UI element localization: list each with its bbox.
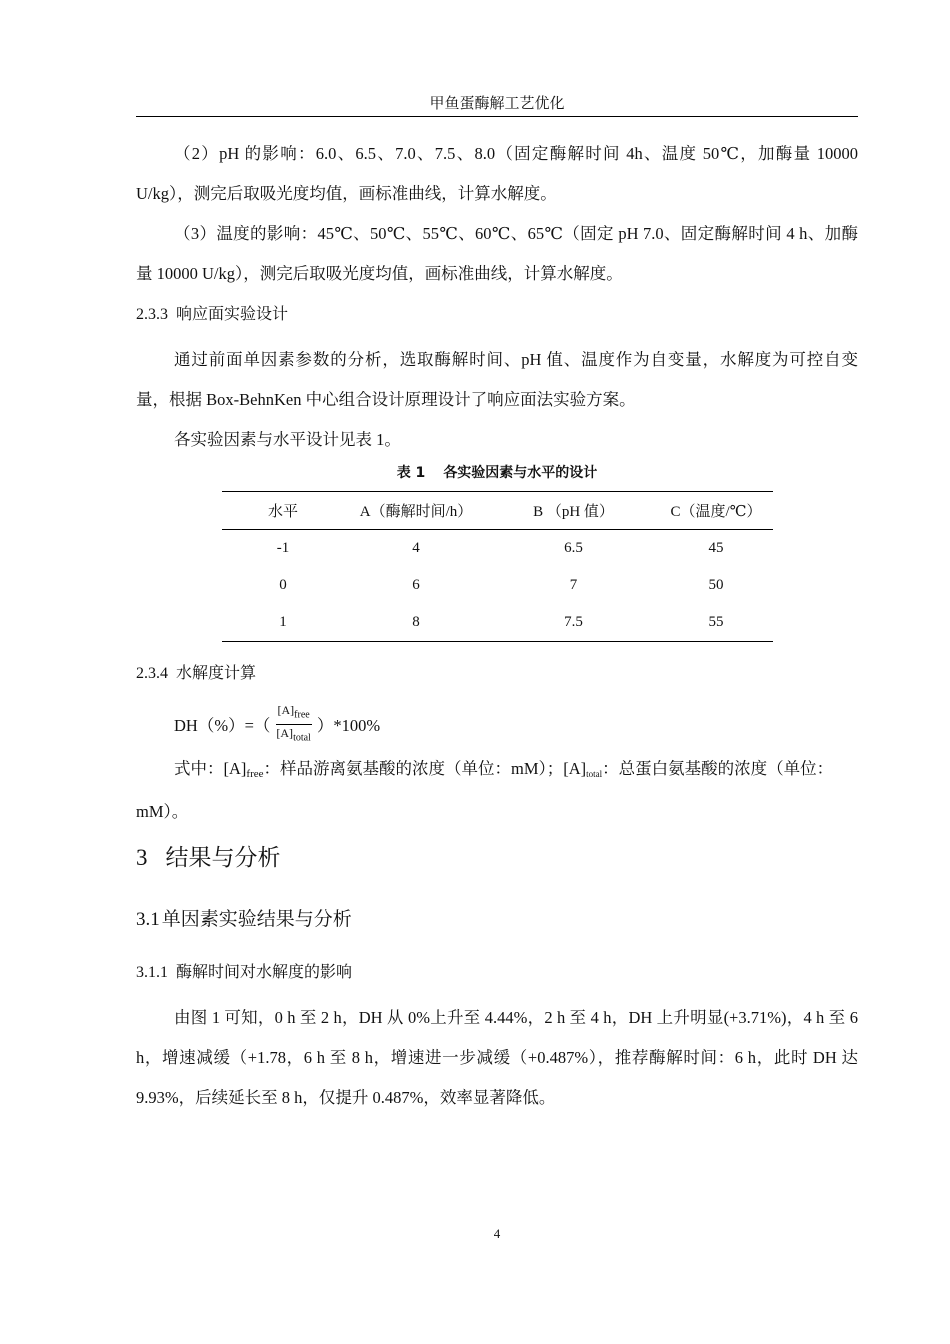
a-free-description: ：样品游离氨基酸的浓度（单位：mM）；	[263, 759, 564, 778]
a-free-symbol: [A]	[223, 759, 247, 778]
table-cell: 4	[412, 540, 420, 556]
table-cell: 8	[412, 614, 420, 630]
heading-3-1-1	[136, 960, 352, 985]
table-cell: 55	[708, 614, 724, 630]
table-cell: 50	[708, 577, 724, 593]
hydrolysis-time-block	[136, 998, 858, 1118]
table-cell: 1	[279, 614, 287, 630]
a-total-description: ：总蛋白氨基酸的浓度（单位：mM）。	[136, 759, 834, 821]
table-cell: -1	[276, 540, 290, 556]
temperature-effect-paragraph: （3）温度的影响：45℃、50℃、55℃、60℃、65℃（固定 pH 7.0、固定酶解时间 4 h、加酶量 10000 U/kg），测完后取吸光度均值，画标准曲线，计算水解度。	[136, 224, 858, 283]
formula-rhs: ）*100%	[316, 716, 381, 735]
formula-fraction	[274, 703, 312, 745]
denominator-subscript: total	[293, 731, 311, 743]
ph-effect-paragraph: （2）pH 的影响：6.0、6.5、7.0、7.5、8.0（固定酶解时间 4h、温度 50℃，加酶量 10000 U/kg），测完后取吸光度均值，画标准曲线，计算水解度。	[136, 144, 858, 203]
table-header-cell: C（温度/℃）	[670, 504, 762, 520]
heading-number: 3.1.1	[136, 964, 168, 981]
table-row	[222, 604, 773, 642]
formula-explanation	[136, 750, 858, 831]
table-caption-text: 各实验因素与水平的设计	[443, 465, 598, 481]
where-prefix: 式中：	[174, 759, 224, 778]
table-cell: 6	[412, 577, 420, 593]
heading-text: 水解度计算	[176, 663, 257, 682]
table-cell: 45	[708, 540, 724, 556]
heading-text: 单因素实验结果与分析	[161, 908, 352, 930]
page-number: 4	[493, 1226, 501, 1241]
table-header-row	[222, 492, 773, 530]
rsm-design-paragraph: 通过前面单因素参数的分析，选取酶解时间、pH 值、温度作为自变量，水解度为可控自变量，根据 Box-BehnKen 中心组合设计原理设计了响应面法实验方案。	[136, 350, 858, 409]
a-total-subscript: total	[586, 769, 603, 779]
running-header: 甲鱼蛋酶解工艺优化	[429, 94, 565, 112]
numerator-subscript: free	[294, 709, 310, 721]
rsm-design-block	[136, 340, 858, 460]
fraction-denominator	[274, 725, 312, 745]
heading-text: 响应面实验设计	[176, 304, 289, 323]
a-free-subscript: free	[246, 768, 264, 780]
heading-number: 3.1	[136, 909, 160, 930]
heading-number: 3	[136, 845, 148, 870]
table-label: 表 1	[396, 465, 426, 481]
table-cell: 0	[279, 577, 287, 593]
table-reference-paragraph: 各实验因素与水平设计见表 1。	[174, 430, 401, 449]
numerator-base: [A]	[277, 703, 295, 718]
heading-2-3-4	[136, 661, 256, 686]
heading-number: 2.3.4	[136, 665, 168, 682]
table-row	[222, 530, 773, 568]
table-header-cell: A（酶解时间/h）	[359, 504, 473, 520]
table-cell: 6.5	[564, 540, 583, 556]
hydrolysis-time-paragraph: 由图 1 可知，0 h 至 2 h，DH 从 0%上升至 4.44%，2 h 至 4 h，DH 上升明显(+3.71%)，4 h 至 6 h，增速减缓（+1.78，6 h 至 8 h，增速进一步减缓（+0.487%），推荐酶解时间：6 h，此时 DH 达 9.93%，后续延长至 8 h，仅提升 0.487%，效率显著降低。	[136, 1008, 858, 1107]
table-header-cell: B （pH 值）	[533, 504, 614, 520]
formula-explanation-paragraph	[136, 750, 858, 831]
header-rule	[136, 116, 858, 117]
heading-2-3-3	[136, 302, 288, 327]
heading-text: 酶解时间对水解度的影响	[176, 962, 353, 981]
formula-lhs: DH（%）=（	[174, 716, 271, 735]
ph-effect-block	[136, 134, 858, 294]
table-caption	[136, 462, 858, 484]
table-header-cell: 水平	[267, 504, 298, 520]
heading-3	[136, 842, 281, 874]
heading-number: 2.3.3	[136, 306, 168, 323]
heading-3-1	[136, 905, 352, 934]
table-row	[222, 567, 773, 604]
denominator-base: [A]	[276, 725, 294, 740]
dh-formula	[174, 704, 380, 744]
fraction-numerator	[276, 703, 312, 724]
table-cell: 7	[569, 577, 578, 593]
heading-text: 结果与分析	[165, 845, 281, 871]
a-total-symbol: [A]	[563, 759, 587, 778]
table-cell: 7.5	[564, 614, 583, 630]
factors-levels-table	[222, 491, 773, 642]
